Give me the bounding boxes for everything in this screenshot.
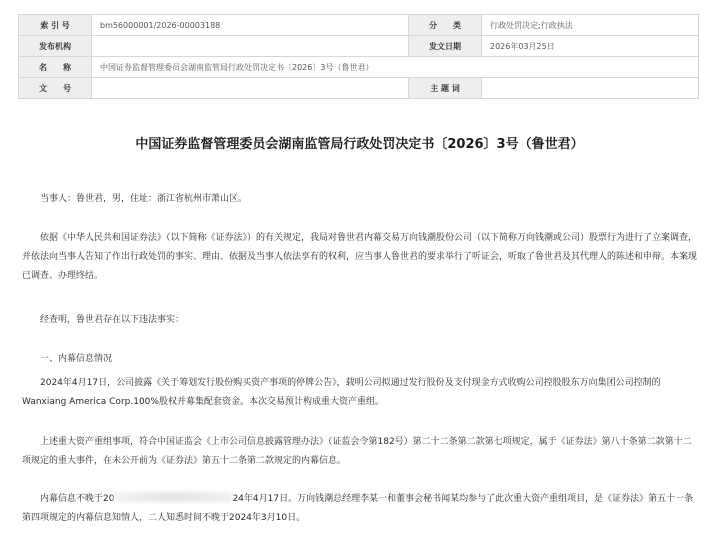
category-label: 分 类	[409, 15, 482, 36]
major-event-paragraph: 上述重大资产重组事项，符合中国证监会《上市公司信息披露管理办法》（证监会令第182号）第二十二条第二款第七项规定，属于《证券法》第八十条第二款第十二项规定的重大事件，在未公开前为《证券法》第五十二条第二款规定的内幕信息。	[22, 437, 692, 466]
index-label: 索 引 号	[19, 15, 92, 36]
redacted-blur	[114, 492, 232, 502]
date-value: 2026年03月25日	[482, 36, 699, 57]
insider-paragraph	[22, 490, 698, 528]
docno-value	[92, 78, 409, 99]
party-paragraph: 当事人：鲁世君，男，住址：浙江省杭州市萧山区。	[40, 194, 248, 204]
index-value: bm56000001/2026-00003188	[92, 15, 409, 36]
finding-paragraph: 经查明，鲁世君存在以下违法事实：	[40, 315, 185, 325]
section-heading: 一、内幕信息情况	[40, 354, 113, 364]
issuer-value	[92, 36, 409, 57]
document-title: 中国证券监督管理委员会湖南监管局行政处罚决定书〔2026〕3号（鲁世君）	[135, 137, 584, 152]
docno-label: 文 号	[19, 78, 92, 99]
date-label: 发文日期	[409, 36, 482, 57]
announcement-paragraph: 2024年4月17日，公司披露《关于筹划发行股份购买资产事项的停牌公告》，载明公司拟通过发行股份及支付现金方式收购公司控股股东万向集团公司控制的Wanxiang America Corp.100%股权并募集配套资金。本次交易预计构成重大资产重组。	[22, 378, 661, 407]
subject-label: 主 题 词	[409, 78, 482, 99]
issuer-label: 发布机构	[19, 36, 92, 57]
subject-value	[482, 78, 699, 99]
insider-text-start: 内幕信息不晚于20	[40, 494, 115, 504]
name-label: 名 称	[19, 57, 92, 78]
name-value: 中国证券监督管理委员会湖南监管局行政处罚决定书〔2026〕3号（鲁世君）	[92, 57, 699, 78]
insider-text-rest: 24年4月17日。万向钱潮总经理李某一和董事会秘书闻某均参与了此次重大资产重组项目，是《证券法》第五十一条第四项规定的内幕信息知情人，二人知悉时间不晚于2024年3月10日。	[22, 494, 694, 523]
category-value: 行政处罚决定;行政执法	[482, 15, 699, 36]
intro-paragraph: 依据《中华人民共和国证券法》（以下简称《证券法》）的有关规定，我局对鲁世君内幕交易万向钱潮股份公司（以下简称万向钱潮或公司）股票行为进行了立案调查，并依法向当事人告知了作出行政处罚的事实、理由、依据及当事人依法享有的权利，应当事人鲁世君的要求举行了听证会，听取了鲁世君及其代理人的陈述和申辩。本案现已调查、办理终结。	[22, 233, 698, 281]
document-metadata-table	[18, 14, 699, 99]
